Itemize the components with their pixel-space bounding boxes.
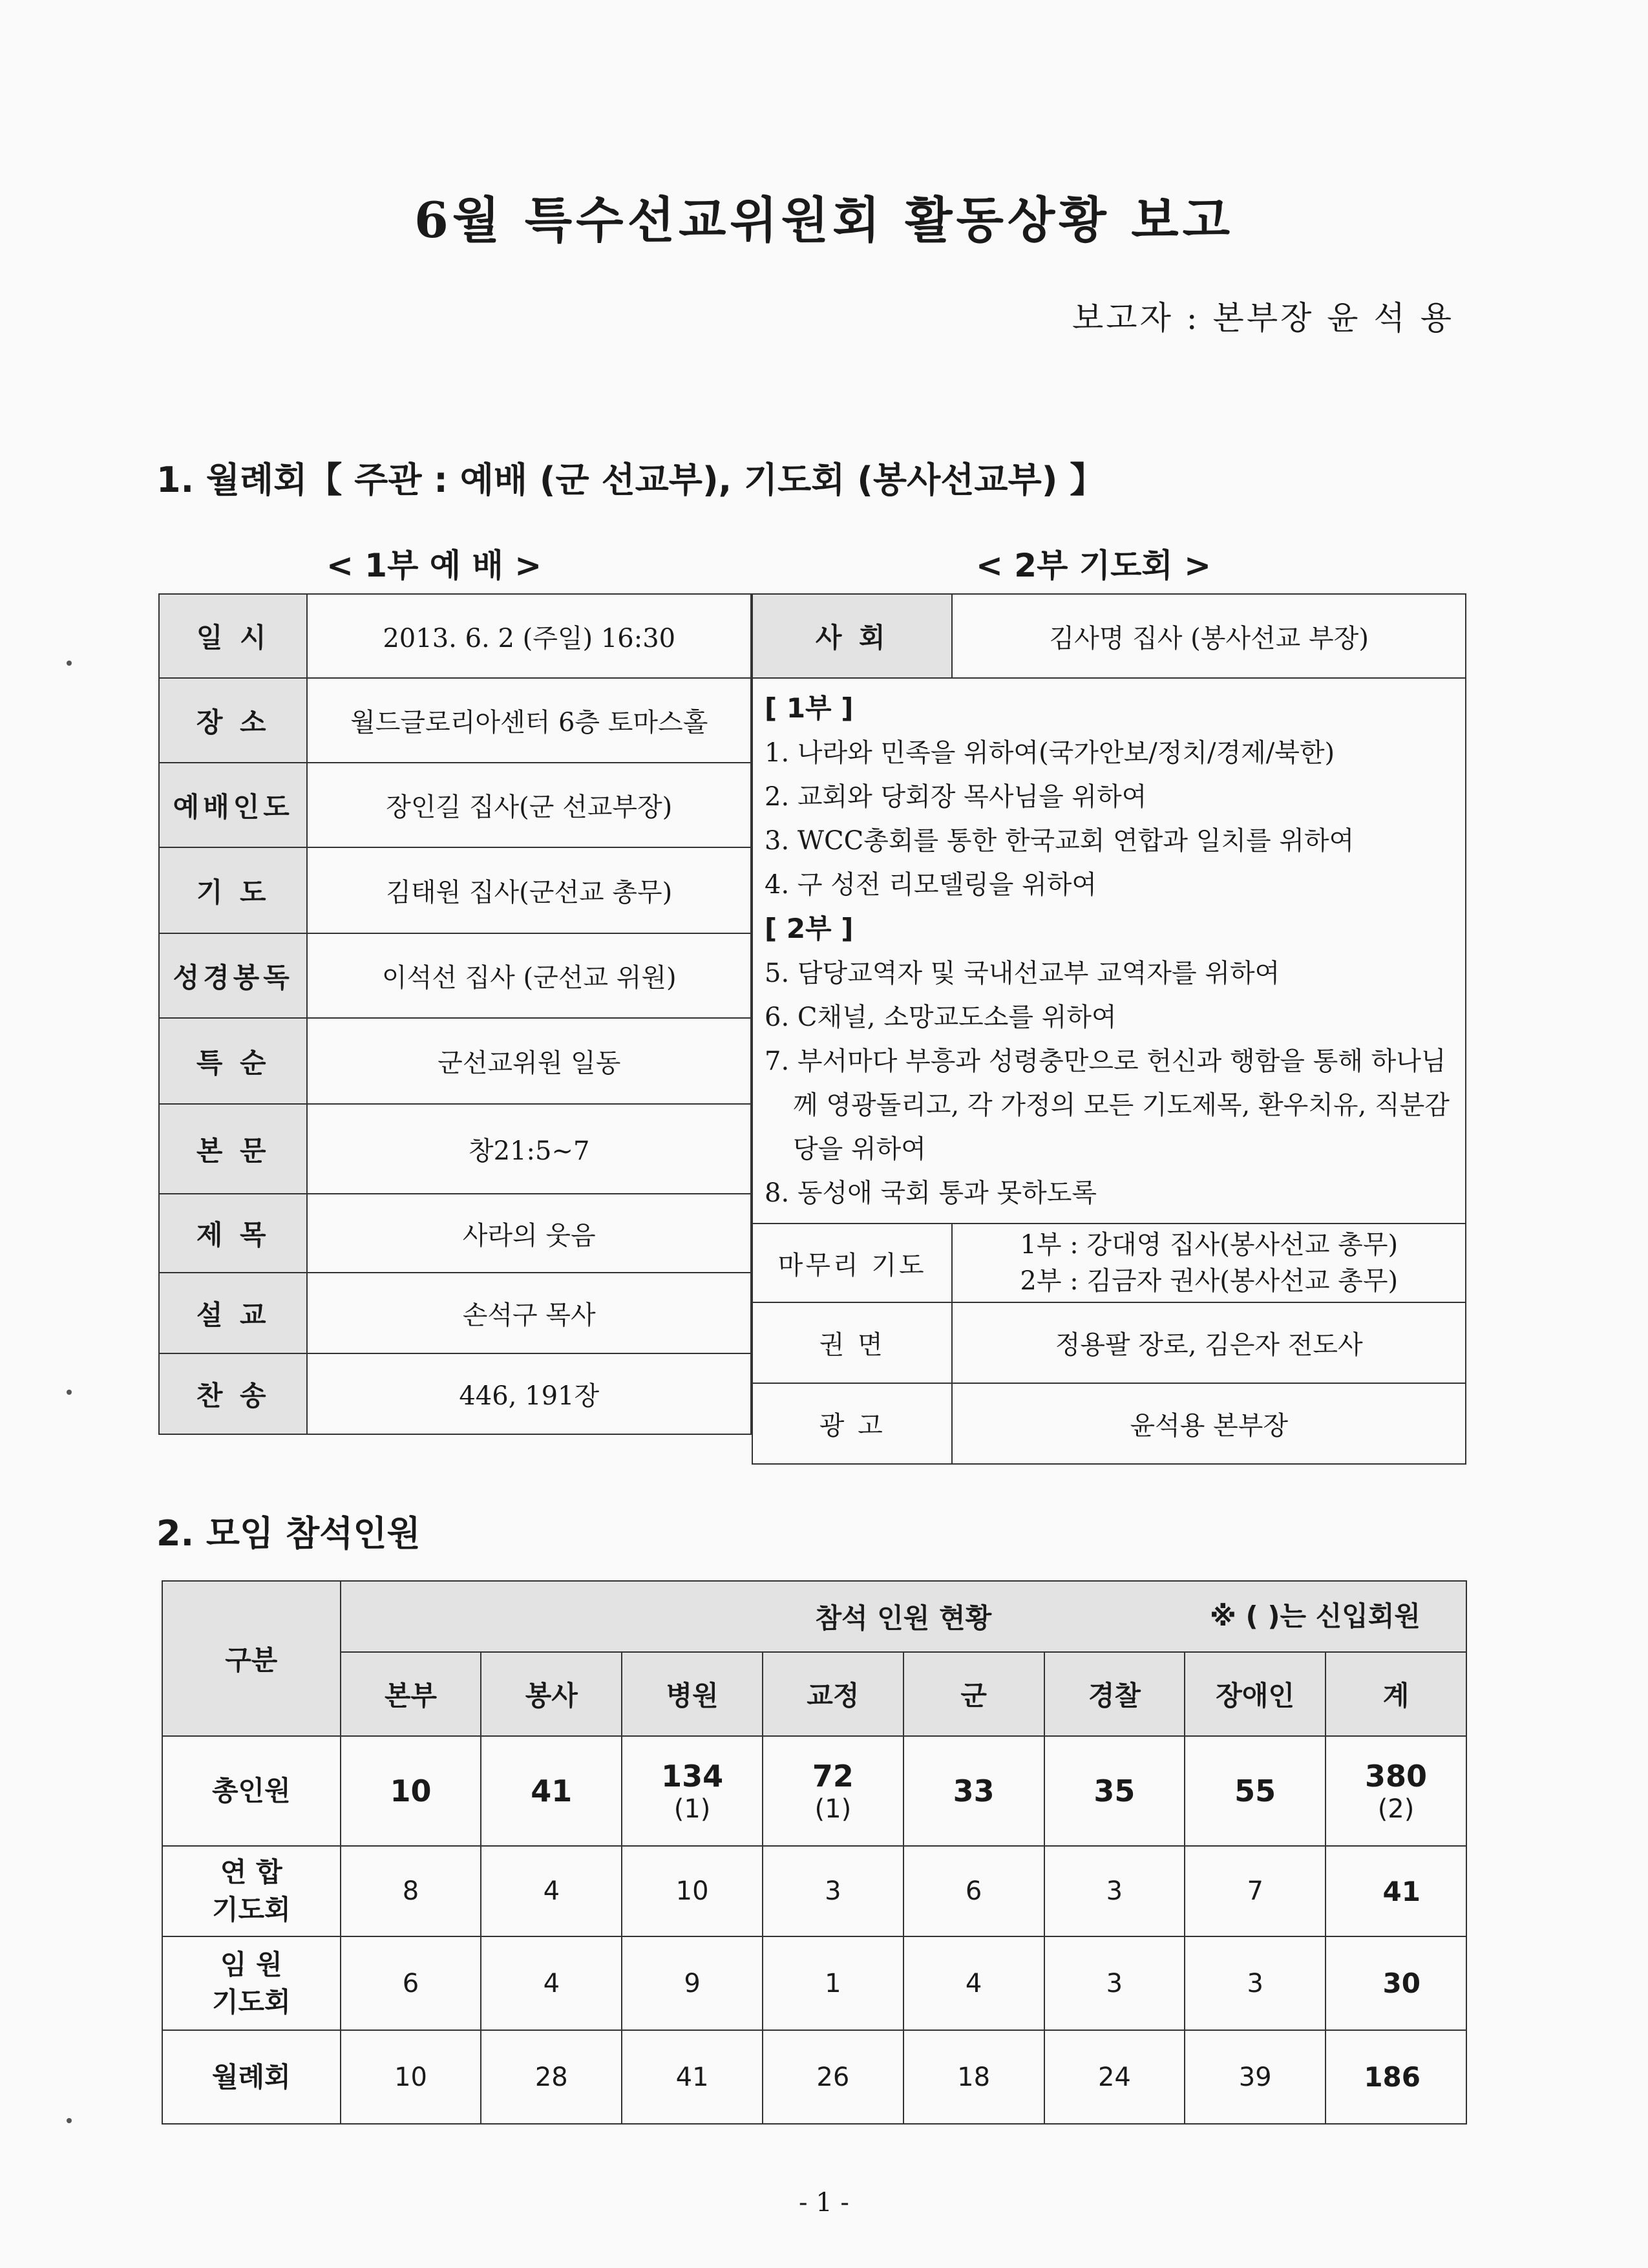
table-row bbox=[162, 1736, 1466, 1846]
prayer-item: 8. 동성애 국회 통과 못하도록 bbox=[765, 1178, 1097, 1208]
row-label-line: 기도회 bbox=[211, 1894, 291, 1925]
closing-value bbox=[952, 1224, 1466, 1302]
worship-value: 446, 191장 bbox=[307, 1353, 751, 1434]
worship-label: 기 도 bbox=[159, 847, 307, 933]
worship-label: 예배인도 bbox=[159, 763, 307, 847]
row-label-line: 연 합 bbox=[220, 1856, 282, 1888]
table-cell bbox=[763, 1736, 903, 1846]
attendance-column-row bbox=[162, 1652, 1466, 1736]
column-header: 봉사 bbox=[481, 1652, 622, 1736]
worship-label: 장 소 bbox=[159, 678, 307, 763]
table-cell: 3 bbox=[1044, 1936, 1185, 2030]
cell-value: 41 bbox=[531, 1774, 573, 1808]
worship-row bbox=[159, 594, 751, 678]
host-label: 사 회 bbox=[752, 594, 952, 678]
cell-value: 10 bbox=[390, 1774, 432, 1808]
cell-value: 72 bbox=[812, 1759, 854, 1794]
cell-value: 33 bbox=[953, 1774, 995, 1808]
row-label-line: 기도회 bbox=[211, 1986, 291, 2018]
table-cell: 1 bbox=[763, 1936, 903, 2030]
status-title: 참석 인원 현황 bbox=[815, 1602, 992, 1634]
prayer-item: 4. 구 성전 리모델링을 위하여 bbox=[765, 870, 1097, 900]
host-value: 김사명 집사 (봉사선교 부장) bbox=[952, 594, 1466, 678]
table-cell: 4 bbox=[903, 1936, 1044, 2030]
table-cell: 8 bbox=[341, 1846, 481, 1936]
closing-line: 1부 : 강대영 집사(봉사선교 총무) bbox=[1020, 1230, 1399, 1260]
worship-value: 창21:5~7 bbox=[307, 1104, 751, 1194]
closing-prayer-row bbox=[752, 1224, 1466, 1302]
table-cell: 3 bbox=[763, 1846, 903, 1936]
worship-table bbox=[158, 593, 752, 1435]
part1-heading: < 1부 예 배 > bbox=[326, 547, 542, 584]
worship-label: 일 시 bbox=[159, 594, 307, 678]
closing-label: 마무리 기도 bbox=[752, 1224, 952, 1302]
table-row bbox=[162, 1846, 1466, 1936]
cell-new-members: (1) bbox=[814, 1794, 852, 1824]
part2-heading: < 2부 기도회 > bbox=[976, 547, 1212, 584]
table-cell: 3 bbox=[1185, 1936, 1326, 2030]
column-header: 장애인 bbox=[1185, 1652, 1326, 1736]
worship-value: 2013. 6. 2 (주일) 16:30 bbox=[307, 594, 751, 678]
row-label bbox=[162, 1936, 341, 2030]
cell-value: 55 bbox=[1234, 1774, 1276, 1808]
column-header: 계 bbox=[1326, 1652, 1466, 1736]
table-cell: 6 bbox=[341, 1936, 481, 2030]
prayer-table bbox=[752, 593, 1466, 1465]
section2-heading: 2. 모임 참석인원 bbox=[156, 1513, 421, 1554]
worship-row bbox=[159, 1018, 751, 1104]
table-cell: 18 bbox=[903, 2030, 1044, 2124]
cell-value: 134 bbox=[661, 1759, 724, 1794]
worship-label: 본 문 bbox=[159, 1104, 307, 1194]
worship-label: 성경봉독 bbox=[159, 933, 307, 1018]
category-header: 구분 bbox=[162, 1581, 341, 1736]
table-cell: 9 bbox=[622, 1936, 763, 2030]
exhort-row bbox=[752, 1302, 1466, 1383]
notice-row bbox=[752, 1383, 1466, 1464]
worship-row bbox=[159, 1273, 751, 1353]
prayer-item: 7. 부서마다 부흥과 성령충만으로 헌신과 행함을 통해 하나님께 영광돌리고, 각 가정의 모든 기도제목, 환우치유, 직분감당을 위하여 bbox=[765, 1046, 1450, 1164]
prayer-item: 6. C채널, 소망교도소를 위하여 bbox=[765, 1002, 1117, 1032]
worship-label: 설 교 bbox=[159, 1273, 307, 1353]
table-cell bbox=[1044, 1736, 1185, 1846]
worship-value: 군선교위원 일동 bbox=[307, 1018, 751, 1104]
worship-row bbox=[159, 847, 751, 933]
table-cell: 10 bbox=[341, 2030, 481, 2124]
attendance-table bbox=[162, 1580, 1467, 2125]
worship-row bbox=[159, 1104, 751, 1194]
exhort-label: 권 면 bbox=[752, 1302, 952, 1383]
margin-dot bbox=[67, 1390, 72, 1395]
table-cell: 4 bbox=[481, 1846, 622, 1936]
attendance-header-row bbox=[162, 1581, 1466, 1652]
worship-value: 손석구 목사 bbox=[307, 1273, 751, 1353]
row-label: 월례회 bbox=[162, 2030, 341, 2124]
cell-new-members: (1) bbox=[673, 1794, 711, 1824]
table-cell: 6 bbox=[903, 1846, 1044, 1936]
worship-row bbox=[159, 678, 751, 763]
row-label: 총인원 bbox=[162, 1736, 341, 1846]
row-label bbox=[162, 1846, 341, 1936]
row-label-line: 임 원 bbox=[220, 1948, 282, 1980]
table-row bbox=[162, 2030, 1466, 2124]
part1-label: [ 1부 ] bbox=[765, 692, 854, 724]
prayer-item: 3. WCC총회를 통한 한국교회 연합과 일치를 위하여 bbox=[765, 826, 1355, 856]
worship-row bbox=[159, 1353, 751, 1434]
cell-value: 380 bbox=[1365, 1759, 1428, 1794]
document-title: 6월 특수선교위원회 활동상황 보고 bbox=[414, 191, 1234, 249]
column-header: 병원 bbox=[622, 1652, 763, 1736]
worship-value: 사라의 웃음 bbox=[307, 1194, 751, 1273]
prayer-item: 1. 나라와 민족을 위하여(국가안보/정치/경제/북한) bbox=[765, 738, 1335, 768]
table-cell: 10 bbox=[622, 1846, 763, 1936]
table-cell bbox=[1185, 1736, 1326, 1846]
page-number: - 1 - bbox=[799, 2188, 849, 2218]
worship-label: 특 순 bbox=[159, 1018, 307, 1104]
worship-value: 김태원 집사(군선교 총무) bbox=[307, 847, 751, 933]
table-cell bbox=[341, 1736, 481, 1846]
column-header: 군 bbox=[903, 1652, 1044, 1736]
table-cell-total: 30 bbox=[1326, 1936, 1466, 2030]
cell-new-members: (2) bbox=[1377, 1794, 1415, 1824]
table-row bbox=[162, 1936, 1466, 2030]
worship-label: 제 목 bbox=[159, 1194, 307, 1273]
exhort-value: 정용팔 장로, 김은자 전도사 bbox=[952, 1302, 1466, 1383]
section1-heading: 1. 월례회【 주관 : 예배 (군 선교부), 기도회 (봉사선교부) 】 bbox=[156, 460, 1105, 500]
table-cell bbox=[903, 1736, 1044, 1846]
worship-row bbox=[159, 1194, 751, 1273]
table-cell: 3 bbox=[1044, 1846, 1185, 1936]
table-cell-total: 186 bbox=[1326, 2030, 1466, 2124]
prayer-item: 2. 교회와 당회장 목사님을 위하여 bbox=[765, 782, 1147, 812]
worship-value: 이석선 집사 (군선교 위원) bbox=[307, 933, 751, 1018]
table-cell: 24 bbox=[1044, 2030, 1185, 2124]
table-cell bbox=[622, 1736, 763, 1846]
table-cell: 28 bbox=[481, 2030, 622, 2124]
prayer-topics-row bbox=[752, 678, 1466, 1224]
table-cell: 39 bbox=[1185, 2030, 1326, 2124]
worship-label: 찬 송 bbox=[159, 1353, 307, 1434]
prayer-item: 5. 담당교역자 및 국내선교부 교역자를 위하여 bbox=[765, 959, 1280, 988]
table-cell: 41 bbox=[622, 2030, 763, 2124]
closing-line: 2부 : 김금자 권사(봉사선교 총무) bbox=[1020, 1266, 1399, 1296]
status-header bbox=[341, 1581, 1466, 1652]
margin-dot bbox=[67, 661, 72, 666]
table-cell-total: 41 bbox=[1326, 1846, 1466, 1936]
notice-label: 광 고 bbox=[752, 1383, 952, 1464]
prayer-topics bbox=[752, 678, 1466, 1224]
table-cell: 26 bbox=[763, 2030, 903, 2124]
part2-label: [ 2부 ] bbox=[765, 913, 854, 944]
table-cell: 4 bbox=[481, 1936, 622, 2030]
status-note: ※ ( )는 신입회원 bbox=[1210, 1600, 1421, 1632]
column-header: 교정 bbox=[763, 1652, 903, 1736]
margin-dot bbox=[67, 2118, 72, 2123]
table-cell: 7 bbox=[1185, 1846, 1326, 1936]
table-cell bbox=[481, 1736, 622, 1846]
reporter-line: 보고자 : 본부장 윤 석 용 bbox=[1072, 299, 1454, 337]
column-header: 경찰 bbox=[1044, 1652, 1185, 1736]
prayer-host-row bbox=[752, 594, 1466, 678]
cell-value: 35 bbox=[1093, 1774, 1136, 1808]
worship-value: 장인길 집사(군 선교부장) bbox=[307, 763, 751, 847]
worship-row bbox=[159, 763, 751, 847]
notice-value: 윤석용 본부장 bbox=[952, 1383, 1466, 1464]
worship-value: 월드글로리아센터 6층 토마스홀 bbox=[307, 678, 751, 763]
worship-row bbox=[159, 933, 751, 1018]
table-cell bbox=[1326, 1736, 1466, 1846]
column-header: 본부 bbox=[341, 1652, 481, 1736]
